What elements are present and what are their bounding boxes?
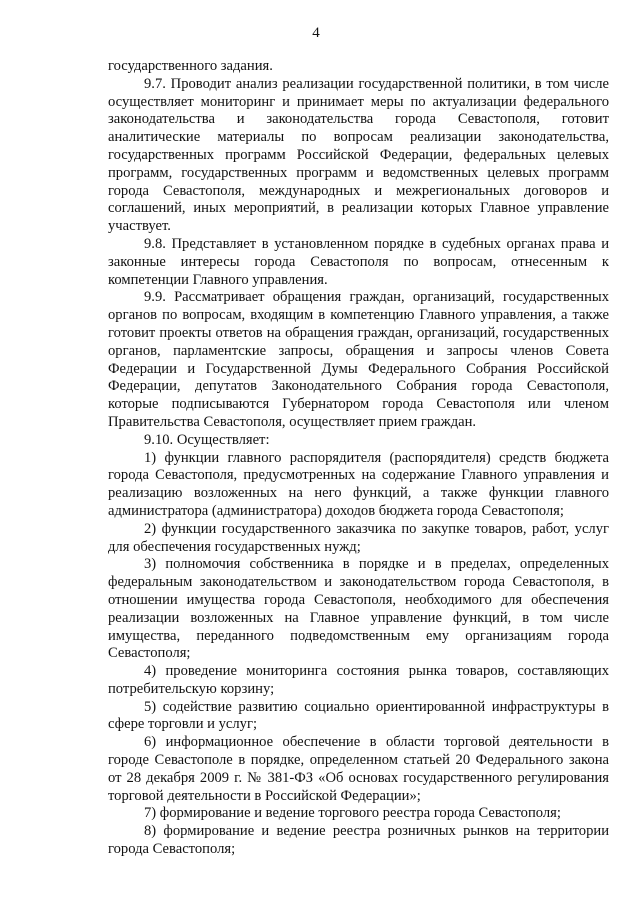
list-item-2: 2) функции государственного заказчика по закупке товаров, работ, услуг для обеспечения государственных нужд; (108, 520, 609, 555)
list-item-7: 7) формирование и ведение торгового реестра города Севастополя; (144, 805, 561, 822)
list-item-4: 4) проведение мониторинга состояния рынка товаров, составляющих потребительскую корзину; (108, 663, 609, 697)
paragraph-9-10: 9.10. Осуществляет: (144, 431, 270, 448)
list-item-1: 1) функции главного распорядителя (распорядителя) средств бюджета города Севастополя, предусмотренных на содержание Главного управления и реализацию возложенных на него функций, а также функции главного администратора (администратора) доходов бюджета города Севастополя; (108, 449, 609, 519)
paragraph-9-7: 9.7. Проводит анализ реализации государственной политики, в том числе осуществляет мониторинг и принимает меры по актуализации федерального законодательства и законодательства города Севастополя, готовит аналитические материалы по вопросам реализации законодательства, государственных программ Российской Федерации, федеральных целевых программ, государственных программ и ведомственных целевых программ города Севастополя, международных и межрегиональных договоров и соглашений, иных мероприятий, в реализации которых Главное управление участвует. (108, 75, 609, 235)
list-item-6: 6) информационное обеспечение в области торговой деятельности в городе Севастополе в порядке, определенном статьей 20 Федерального закона от 28 декабря 2009 г. № 381-ФЗ «Об основах государственного регулирования торговой деятельности в Российской Федерации»; (108, 734, 609, 804)
paragraph-9-8: 9.8. Представляет в установленном порядке в судебных органах права и законные интересы города Севастополя по вопросам, отнесенным к компетенции Главного управления. (108, 235, 609, 288)
document-body (108, 58, 609, 859)
page-number: 4 (312, 25, 320, 41)
paragraph-9-9: 9.9. Рассматривает обращения граждан, организаций, государственных органов по вопросам, входящим в компетенцию Главного управления, а также готовит проекты ответов на обращения граждан, организаций, государственных органов, парламентские запросы, обращения и запросы членов Совета Федерации и Государственной Думы Федерального Собрания Российской Федерации, депутатов Законодательного Собрания города Севастополя, которые подписываются Губернатором города Севастополя или членом Правительства Севастополя, осуществляет прием граждан. (108, 289, 609, 430)
list-item-3: 3) полномочия собственника в порядке и в пределах, определенных федеральным законодательством и законодательством города Севастополя, в отношении имущества города Севастополя, необходимого для обеспечения реализации возложенных на Главное управление функций, в том числе имущества, переданного подведомственным ему организациям города Севастополя; (108, 556, 609, 662)
paragraph-continuation: государственного задания. (108, 58, 273, 74)
list-item-5: 5) содействие развитию социально ориентированной инфраструктуры в сфере торговли и услуг; (108, 698, 609, 733)
list-item-8: 8) формирование и ведение реестра розничных рынков на территории города Севастополя; (108, 823, 609, 858)
